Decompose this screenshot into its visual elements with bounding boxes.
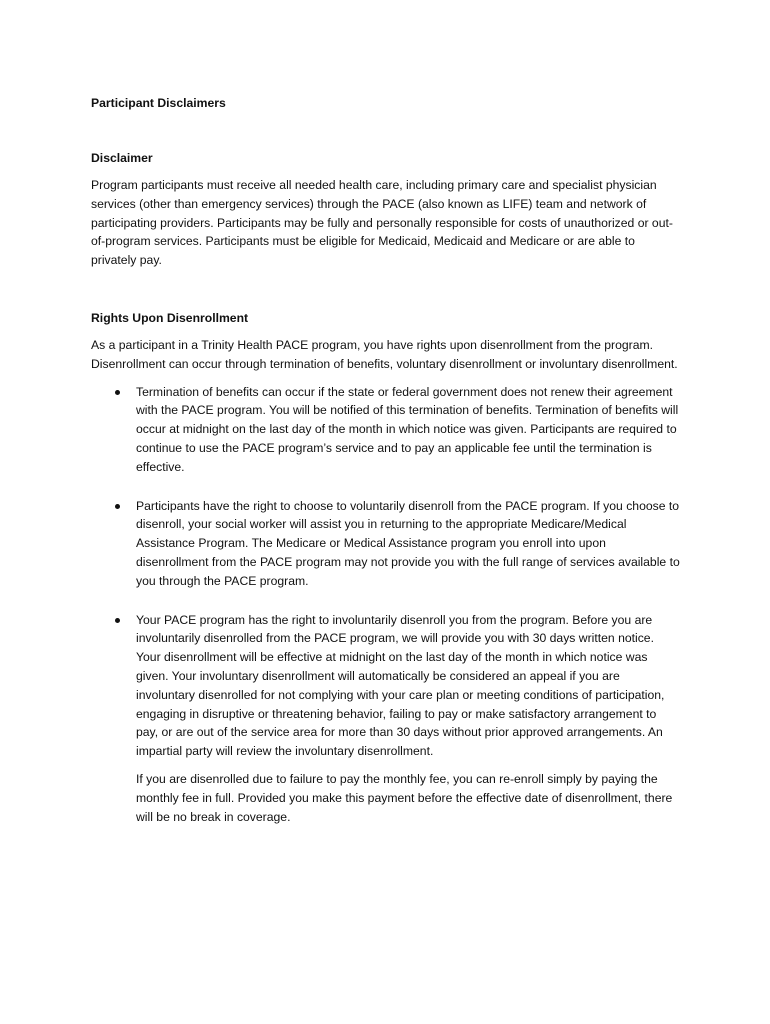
bullet-icon [115, 618, 120, 623]
bullet-text-voluntary: Participants have the right to choose to voluntarily disenroll from the PACE program. If you choose to disenroll, your social worker will assist you in returning to the appropriate Medicare/Medical Assistance Program. The Medicare or Medical Assistance program you enroll into upon disenrollment from the PACE program may not provide you with the full range of services available to you through the PACE program. [136, 498, 680, 588]
spacer [91, 327, 681, 336]
bullet-text-involuntary: Your PACE program has the right to involuntarily disenroll you from the program. Before you are involuntarily disenrolled from the PACE program, we will provide you with 30 days written notice. Your disenrollment will be effective at midnight on the last day of the month in which notice was given. Your involuntary disenrollment will automatically be considered an appeal if you are involuntary disenrolled for not complying with your care plan or meeting conditions of participation, engaging in disruptive or threatening behavior, failing to pay or make satisfactory arrangement to pay, or are out of the service area for more than 30 days without prior approved arrangements. An impartial party will review the involuntary disenrollment. [136, 612, 665, 759]
bullet-text-termination: Termination of benefits can occur if the state or federal government does not renew their agreement with the PACE program. You will be notified of this termination of benefits. Termination of benefits will occur at midnight on the last day of the month in which notice was given. Participants are required to continue to use the PACE program’s service and to pay an applicable fee until the termination is effective. [136, 384, 679, 474]
spacer [91, 591, 681, 611]
rights-intro: As a participant in a Trinity Health PACE program, you have rights upon disenrollment from the program. Disenrollment can occur through termination of benefits, voluntary disenrollment or involuntary disenrollment. [91, 337, 678, 371]
reenroll-paragraph: If you are disenrolled due to failure to pay the monthly fee, you can re-enroll simply by paying the monthly fee in full. Provided you make this payment before the effective date of disenrollment, there will be no break in coverage. [136, 771, 673, 824]
document-title: Participant Disclaimers [91, 96, 226, 110]
list-item [91, 383, 681, 477]
list-item [91, 611, 681, 761]
disclaimer-body: Program participants must receive all needed health care, including primary care and specialist physician services (other than emergency services) through the PACE (also known as LIFE) team and network of participating providers. Participants may be fully and personally responsible for costs of unauthorized or out-of-program services. Participants must be eligible for Medicaid, Medicaid and Medicare or are able to privately pay. [91, 178, 673, 268]
bullet-icon [115, 390, 120, 395]
rights-bullet-list [91, 383, 681, 761]
spacer [91, 761, 681, 770]
spacer [91, 477, 681, 497]
document-content [91, 94, 681, 826]
disclaimer-heading: Disclaimer [91, 151, 153, 165]
spacer [91, 374, 681, 383]
bullet-icon [115, 504, 120, 509]
list-item [91, 497, 681, 591]
spacer [91, 112, 681, 149]
spacer [91, 270, 681, 309]
spacer [91, 167, 681, 176]
rights-heading: Rights Upon Disenrollment [91, 310, 249, 325]
